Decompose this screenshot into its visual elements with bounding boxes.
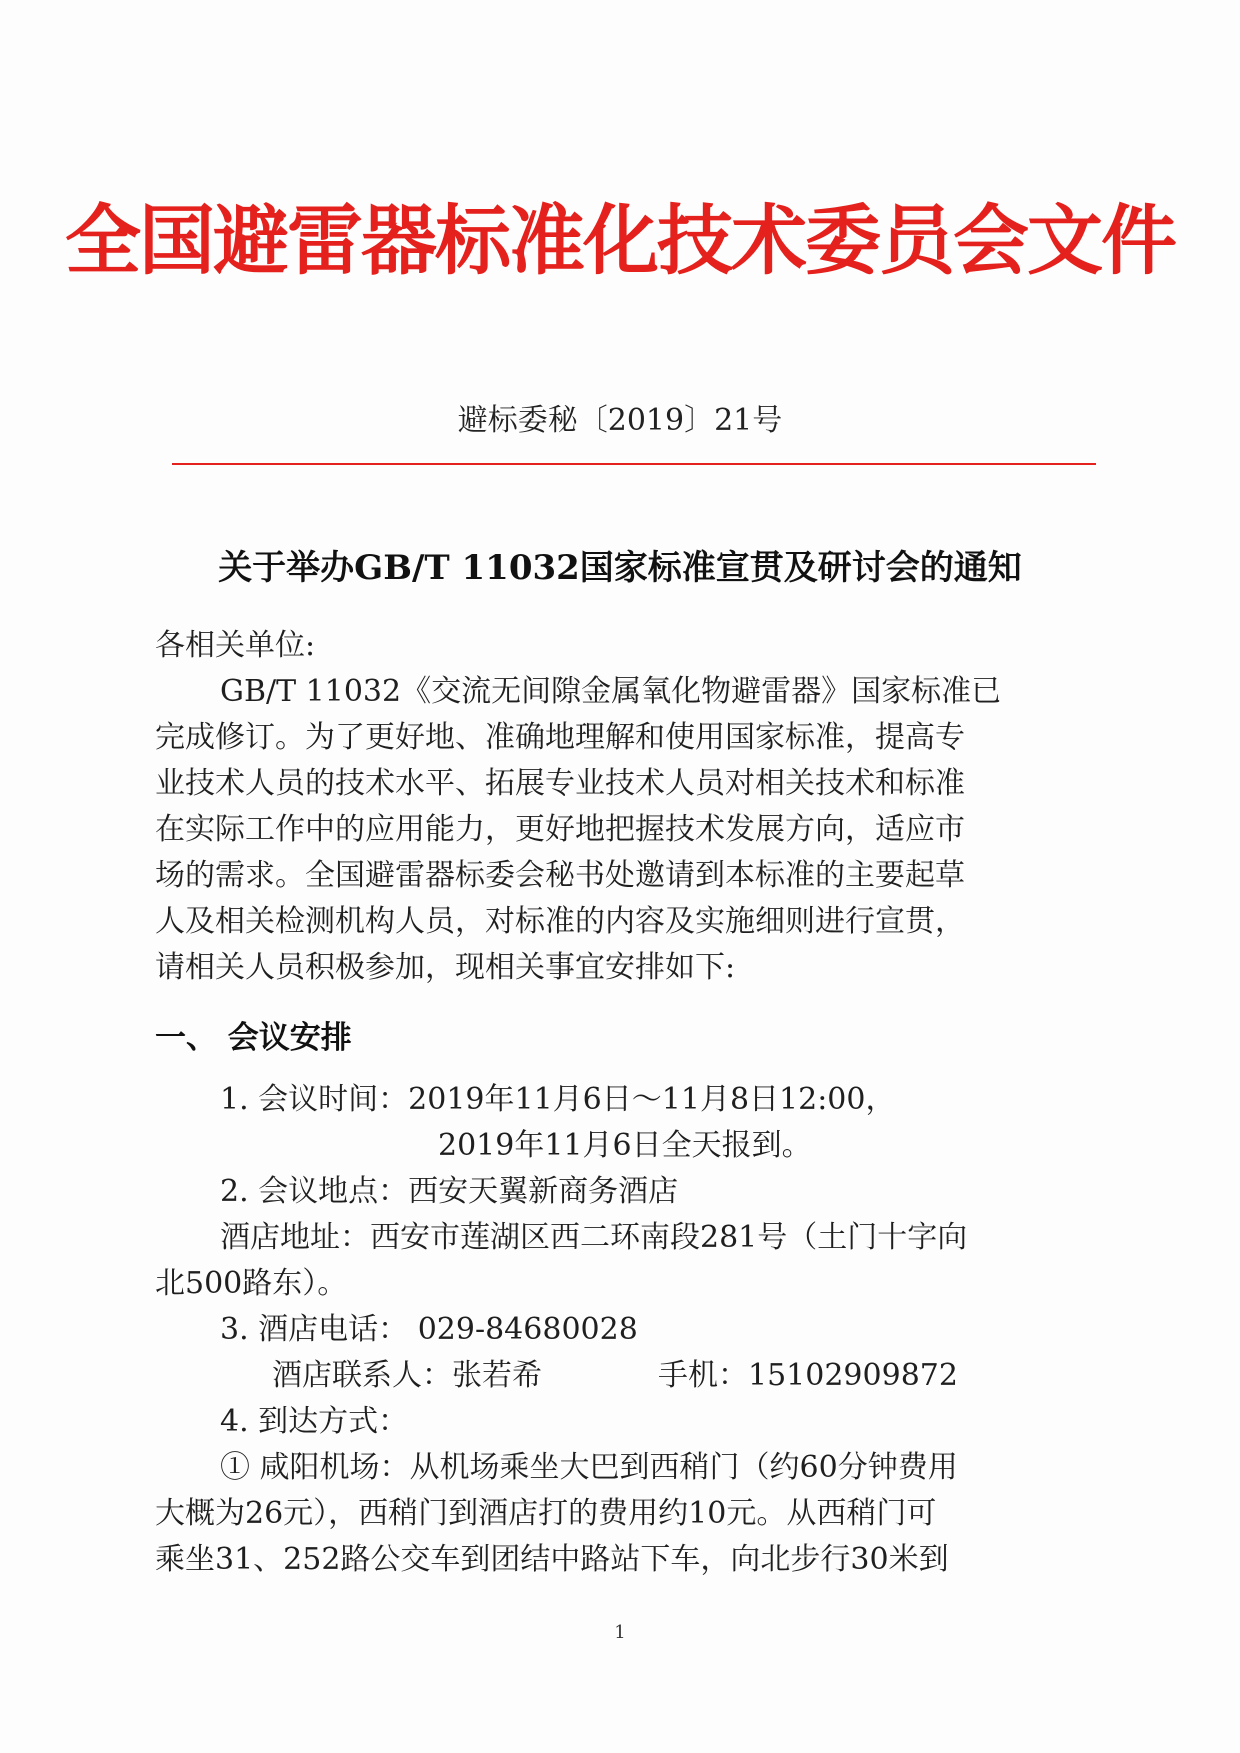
meeting-time: 1. 会议时间：2019年11月6日～11月8日12:00， (220, 1082, 896, 1117)
transport-line: 大概为26元），西稍门到酒店打的费用约10元。从西稍门可 (155, 1496, 937, 1531)
section-heading-meeting: 一、 会议安排 (155, 1020, 352, 1056)
salutation: 各相关单位: (155, 628, 316, 663)
intro-line: 请相关人员积极参加，现相关事宜安排如下: (155, 950, 736, 985)
contact-mobile: 手机：15102909872 (658, 1358, 958, 1393)
intro-line: 完成修订。为了更好地、准确地理解和使用国家标准，提高专 (155, 720, 965, 755)
intro-line: 在实际工作中的应用能力，更好地把握技术发展方向，适应市 (155, 812, 965, 847)
hotel-address: 酒店地址：西安市莲湖区西二环南段281号（土门十字向 (220, 1220, 968, 1255)
hotel-phone: 3. 酒店电话： 029-84680028 (220, 1312, 638, 1347)
intro-line: 场的需求。全国避雷器标委会秘书处邀请到本标准的主要起草 (155, 858, 965, 893)
transport-line: ① 咸阳机场：从机场乘坐大巴到西稍门（约60分钟费用 (220, 1450, 958, 1485)
transport-heading: 4. 到达方式： (220, 1404, 409, 1439)
intro-line: 人及相关检测机构人员，对标准的内容及实施细则进行宣贯， (155, 904, 965, 939)
hotel-contact: 酒店联系人：张若希 (272, 1358, 542, 1393)
meeting-venue: 2. 会议地点：西安天翼新商务酒店 (220, 1174, 679, 1209)
red-header-title: 全国避雷器标准化技术委员会文件 (65, 196, 1175, 285)
red-divider-line (172, 463, 1096, 465)
intro-line: GB/T 11032《交流无间隙金属氧化物避雷器》国家标准已 (220, 674, 1002, 709)
page-number: 1 (614, 1622, 626, 1643)
intro-line: 业技术人员的技术水平、拓展专业技术人员对相关技术和标准 (155, 766, 965, 801)
hotel-address-cont: 北500路东）。 (155, 1266, 348, 1301)
registration-time: 2019年11月6日全天报到。 (438, 1128, 812, 1163)
notice-title: 关于举办GB/T 11032国家标准宣贯及研讨会的通知 (218, 548, 1022, 588)
document-number: 避标委秘〔2019〕21号 (457, 403, 783, 438)
transport-line: 乘坐31、252路公交车到团结中路站下车，向北步行30米到 (155, 1542, 949, 1577)
